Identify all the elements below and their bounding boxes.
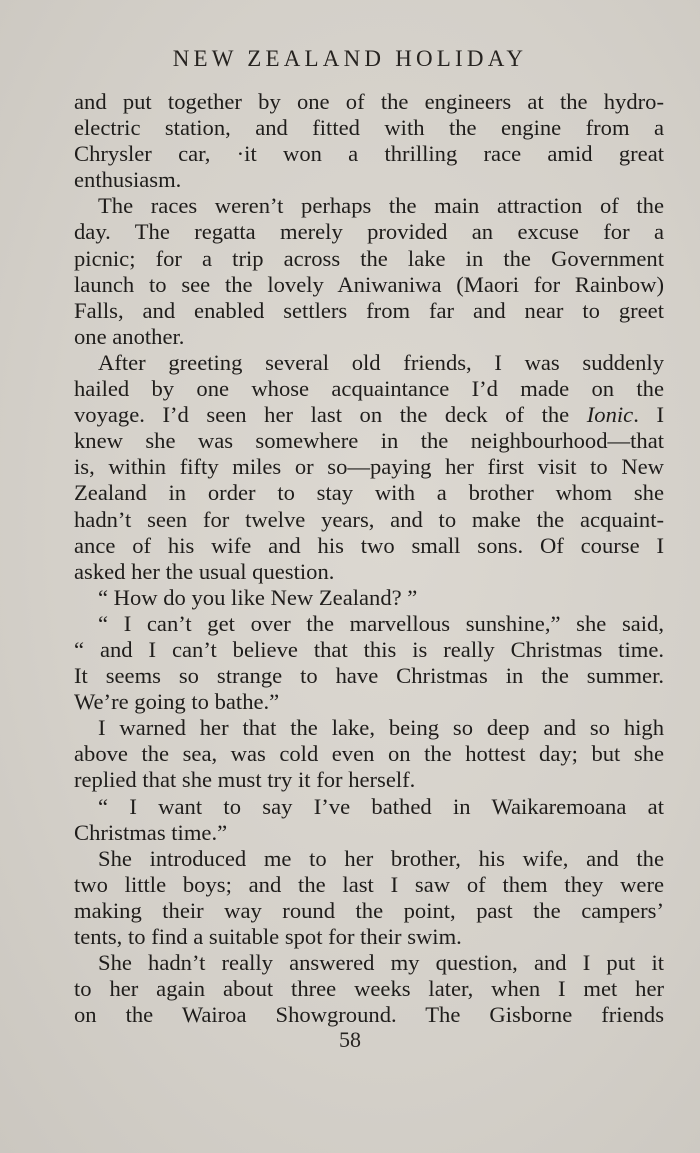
running-head: NEW ZEALAND HOLIDAY <box>172 46 528 71</box>
text-line: replied that she must try it for herself. <box>74 767 416 793</box>
text-line: hadn’t seen for twelve years, and to make the acquaint- <box>74 506 664 532</box>
text-line: to her again about three weeks later, when I met her <box>74 976 664 1002</box>
text-line: knew she was somewhere in the neighbourhood—that <box>74 428 664 454</box>
text-line: hailed by one whose acquaintance I’d made on the <box>74 376 664 402</box>
text-line: ance of his wife and his two small sons. Of course I <box>74 532 664 558</box>
text-line: Falls, and enabled settlers from far and near to greet <box>74 297 664 323</box>
text-line: above the sea, was cold even on the hottest day; but she <box>74 741 664 767</box>
text-line: We’re going to bathe.” <box>74 689 280 715</box>
text-line: asked her the usual question. <box>74 558 335 584</box>
text-line: Christmas time.” <box>74 819 228 845</box>
text-line: electric station, and fitted with the engine from a <box>74 115 664 141</box>
text-line: launch to see the lovely Aniwaniwa (Maori for Rainbow) <box>74 271 664 297</box>
text-line: “ I can’t get over the marvellous sunshine,” she said, <box>98 610 664 636</box>
text-line: “ and I can’t believe that this is really Christmas time. <box>74 636 664 662</box>
page-number: 58 <box>339 1027 361 1052</box>
ship-name: Ionic <box>586 402 634 428</box>
text-line: The races weren’t perhaps the main attraction of the <box>98 193 664 219</box>
text-line: I warned her that the lake, being so deep and so high <box>98 715 664 741</box>
text-line: making their way round the point, past the campers’ <box>74 897 664 923</box>
text-line: tents, to find a suitable spot for their swim. <box>74 924 462 949</box>
text-line: day. The regatta merely provided an excuse for a <box>74 219 664 245</box>
text-line: “ I want to say I’ve bathed in Waikaremoana at <box>98 793 664 819</box>
text-line: Zealand in order to stay with a brother whom she <box>74 480 664 506</box>
text-line: one another. <box>74 323 185 349</box>
text-line: enthusiasm. <box>74 167 182 193</box>
text-line: Chrysler car, ·it won a thrilling race amid great <box>74 141 664 167</box>
text-line: picnic; for a trip across the lake in the Government <box>74 245 664 271</box>
body-text <box>74 89 664 1028</box>
text-line: voyage. I’d seen her last on the deck of the Ionic. I <box>74 402 664 428</box>
text-line: “ How do you like New Zealand? ” <box>98 584 418 610</box>
text-line: After greeting several old friends, I was suddenly <box>98 349 664 375</box>
text-line: It seems so strange to have Christmas in the summer. <box>74 663 664 689</box>
text-line: two little boys; and the last I saw of them they were <box>74 871 664 897</box>
text-line: is, within fifty miles or so—paying her first visit to New <box>74 454 664 480</box>
text-line: and put together by one of the engineers at the hydro- <box>74 89 664 114</box>
text-line: She hadn’t really answered my question, and I put it <box>98 950 664 976</box>
text-line: on the Wairoa Showground. The Gisborne friends <box>74 1002 664 1028</box>
text-line: She introduced me to her brother, his wife, and the <box>98 845 664 871</box>
